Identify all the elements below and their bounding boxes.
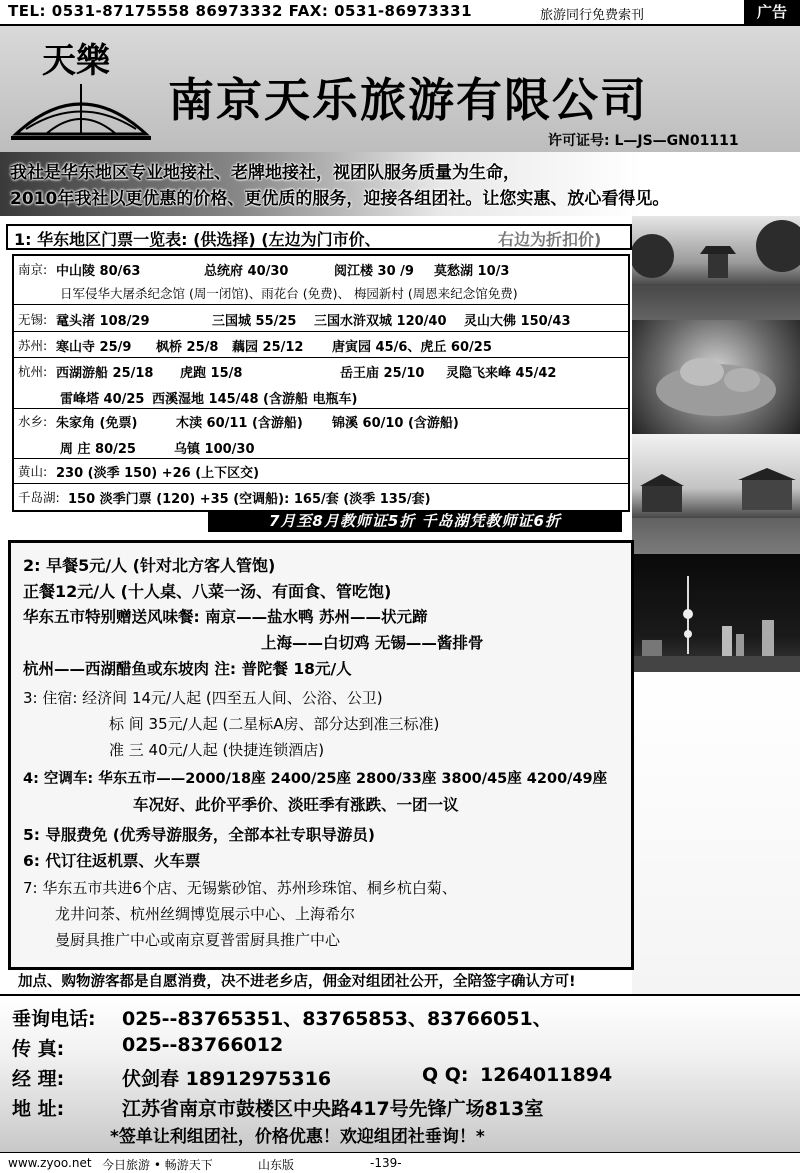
bus-line-2: 车况好、此价平季价、淡旺季有涨跌、一团一议 [133, 796, 459, 814]
footer-edition: 山东版 [258, 1158, 295, 1172]
hotel-line-1: 3: 住宿: 经济间 14元/人起 (四至五人间、公浴、公卫) [23, 689, 383, 707]
logo-text: 天樂 [42, 41, 110, 81]
hotel-line-3: 准 三 40元/人起 (快捷连锁酒店) [109, 741, 325, 759]
guide-line: 5: 导服费免 (优秀导游服务，全部本社专职导游员) [23, 826, 375, 844]
manager-info: 伏剑春 18912975316 [122, 1068, 332, 1090]
ticket-row: 苏州: 寒山寺 25/9 枫桥 25/8 藕园 25/12 唐寅园 45/6、虎丘 60/25 [18, 338, 492, 355]
water-town-photo [632, 434, 800, 554]
gift-meal-line-2: 上海——白切鸡 无锡——酱排骨 [261, 634, 484, 652]
fax-number: 025--83766012 [122, 1034, 284, 1056]
ticket-row: 日军侵华大屠杀纪念馆 (周一闭馆)、雨花台 (免费)、 梅园新村 (周恩来纪念馆免费) [60, 286, 518, 301]
contact-block [0, 994, 800, 1152]
ticket-row: 千岛湖: 150 淡季门票 (120) +35 (空调船): 165/套 (淡季 135/套) [18, 490, 431, 507]
intro-banner [0, 152, 800, 216]
company-name: 南京天乐旅游有限公司 [168, 73, 648, 127]
ticket-title-main: 1: 华东地区门票一览表: (供选择) (左边为门市价、 [14, 230, 381, 249]
fax-label: 传 真: [12, 1038, 65, 1060]
qq-number: 1264011894 [480, 1064, 613, 1086]
ticket-title-tail: 右边为折扣价) [498, 230, 602, 249]
company-logo [6, 34, 156, 146]
slogan: *签单让利组团社，价格优惠！欢迎组团社垂询！* [110, 1127, 485, 1147]
qq-label: Q Q: [422, 1064, 469, 1086]
services-box [8, 540, 634, 970]
ticket-section-title [6, 224, 632, 250]
sculpture-photo [632, 320, 800, 434]
ticket-table: 南京: 中山陵 80/63 总统府 40/30 阅江楼 30 /9 莫愁湖 10/3 日军侵华大屠杀纪念馆 (周一闭馆)、雨花台 (免费)、 梅园新村 (周恩来纪念馆免费) 无锡: 鼋头渚 108/29 三国城 55/25 三国水浒双城 120/40 灵山大佛 150/43 苏州: 寒山寺 25/9 枫桥 25/8 藕园 25/12 唐寅园 45/6、虎丘 60/25 杭州: 西湖游船 25/18 虎跑 15/8 岳王庙 25/10 灵隐飞来峰 45/42 雷峰塔 40/25 西溪湿地 145/48 (含游船 电瓶车) 水乡: 朱家角 (免票) 木渎 60/11 (含游船) 锦溪 60/10 (含游船) 周 庄 80/25 乌镇 100/30 黄山: 230 (淡季 150) +26 (上下区交) 千岛湖: 150 淡季门票 (120) +35 (空调船): 165/套 (淡季 135/套) [12, 254, 630, 512]
ticket-row: 黄山: 230 (淡季 150) +26 (上下区交) [18, 464, 260, 481]
pavilion-icon [632, 216, 800, 320]
shops-line-2: 龙井问茶、杭州丝绸博览展示中心、上海希尔 [55, 905, 356, 923]
photo-spacer [632, 672, 800, 996]
address-label: 地 址: [12, 1098, 65, 1120]
manager-label: 经 理: [12, 1068, 65, 1090]
footer-brand: 今日旅游 • 畅游天下 [102, 1158, 213, 1172]
sculpture-icon [632, 320, 800, 434]
ticket-row: 南京: 中山陵 80/63 总统府 40/30 阅江楼 30 /9 莫愁湖 10/3 [18, 262, 510, 279]
ticket-booking-line: 6: 代订往返机票、火车票 [23, 852, 201, 870]
skyline-icon [632, 554, 800, 672]
gift-meal-line-3: 杭州——西湖醋鱼或东坡肉 注: 普陀餐 18元/人 [23, 660, 352, 678]
water-town-icon [632, 434, 800, 554]
phone-label: 垂询电话: [12, 1008, 96, 1030]
address: 江苏省南京市鼓楼区中央路417号先锋广场813室 [122, 1098, 544, 1120]
page-footer [0, 1152, 800, 1173]
shanghai-night-photo [632, 554, 800, 672]
top-tagline: 旅游同行免费索刊 [540, 8, 645, 23]
bus-line-1: 4: 空调车: 华东五市——2000/18座 2400/25座 2800/33座 3800/45座 4200/49座 [23, 771, 608, 787]
intro-line-1: 我社是华东地区专业地接社、老牌地接社，视团队服务质量为生命， [10, 163, 520, 183]
ticket-row: 水乡: 朱家角 (免票) 木渎 60/11 (含游船) 锦溪 60/10 (含游船) [18, 414, 459, 431]
pavilion-photo [632, 216, 800, 320]
shopping-notice: 加点、购物游客都是自愿消费，决不进老乡店，佣金对组团社公开，全陪签字确认方可! [18, 974, 576, 990]
page-number: -139- [370, 1156, 402, 1170]
top-contact: TEL: 0531-87175558 86973332 FAX: 0531-86973331 [8, 2, 473, 20]
phone-numbers: 025--83765351、83765853、83766051、 [122, 1008, 552, 1030]
shops-line-3: 曼厨具推广中心或南京夏普雷厨具推广中心 [55, 931, 341, 949]
footer-site: www.zyoo.net [8, 1156, 92, 1170]
ad-badge: 广告 [744, 0, 800, 24]
ticket-row: 无锡: 鼋头渚 108/29 三国城 55/25 三国水浒双城 120/40 灵山大佛 150/43 [18, 312, 571, 329]
shops-line-1: 7: 华东五市共进6个店、无锡紫砂馆、苏州珍珠馆、桐乡杭白菊、 [23, 879, 457, 897]
breakfast-line: 2: 早餐5元/人 (针对北方客人管饱) [23, 556, 276, 575]
teacher-discount-banner: 7月至8月教师证5折 千岛湖凭教师证6折 [208, 510, 622, 532]
top-bar [0, 0, 800, 26]
license-number: 许可证号: L—JS—GN01111 [548, 133, 739, 149]
meal-line: 正餐12元/人 (十人桌、八菜一汤、有面食、管吃饱) [23, 582, 392, 601]
ticket-row: 杭州: 西湖游船 25/18 虎跑 15/8 岳王庙 25/10 灵隐飞来峰 45/42 [18, 364, 557, 381]
hotel-line-2: 标 间 35元/人起 (二星标A房、部分达到准三标准) [109, 715, 440, 733]
gift-meal-line-1: 华东五市特别赠送风味餐: 南京——盐水鸭 苏州——状元蹄 [23, 608, 428, 626]
intro-line-2: 2010年我社以更优惠的价格、更优质的服务，迎接各组团社。让您实惠、放心看得见。 [10, 189, 670, 209]
